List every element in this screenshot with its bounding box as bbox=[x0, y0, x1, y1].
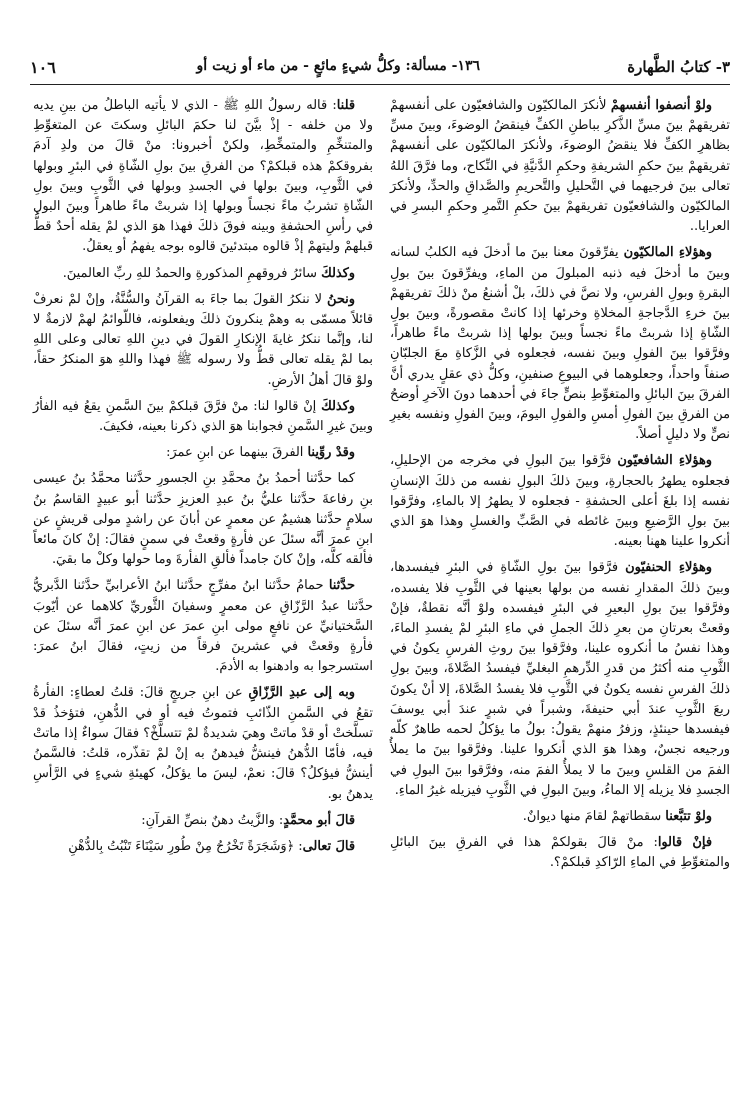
paragraph-lead: فإنْ قالوا bbox=[657, 835, 712, 851]
paragraph-text: سائرُ فروقهمِ المذكورةِ والحمدُ للهِ ربِّ العالمينَ. bbox=[62, 265, 322, 281]
paragraph-lead: حدَّثنا bbox=[328, 578, 355, 594]
paragraph-text: الفرقَ بينهما عن ابنِ عمرَ: bbox=[166, 445, 308, 461]
paragraph-lead: وبه إلى عبدِ الرَّزّاقِ bbox=[248, 685, 355, 701]
page-number: ١٠٦ bbox=[30, 58, 56, 77]
paragraph-lead: ولوْ أنصفوا أنفسهمْ bbox=[610, 98, 712, 113]
paragraph-text: كما حدَّثنا أحمدُ بنُ محمَّدِ بنِ الجسورِ حدَّثنا محمَّدُ بنُ عيسى بنِ رفاعةَ حدَّثنا عليُّ بنُ عبدِ العزيزِ حدَّثنا أبو عبيدٍ القاسمُ بنُ سلامٍ حدَّثنا هشيمٌ عن معمرٍ عن أبانَ عن راشدٍ مولى قريشٍ عن ابنِ عمرَ أنَّه سئلَ عن فأرةٍ وقعتْ في سمنٍ فقالَ: إنْ كانَ مائعاً فألقه كلَّه، وإنْ كانَ جامداً فألقِ الفأرةَ وما حولها وكلْ ما بقيَ. bbox=[33, 471, 373, 568]
paragraph bbox=[33, 397, 373, 437]
paragraph-lead: قالَ تعالى bbox=[302, 838, 355, 854]
paragraph-text: لا ننكرُ القولَ بما جاءَ به القرآنُ والسُّنَّةُ، وإنْ لمْ نعرفْ قائلاً مسمّى به وهمْ ينكرونَ ذلكَ ويفعلونه، فاللّوائمُ لهمْ لازمةٌ لا لنا، وإنَّما ننكرُ غايةَ الإنكارِ القولَ في دينِ اللهِ تعالى وعلى اللهِ بما لمْ يقله تعالى قطُّ ولا رسوله ﷺ فهذا واللهِ هوَ المنكرُ حقاً، ولوْ قالَ أهلُ الأرضِ. bbox=[33, 291, 373, 388]
paragraph-lead: ولوْ تتبَّعنا bbox=[665, 808, 712, 824]
paragraph-text: إنْ قالوا لنا: منْ فرَّقَ قبلكمْ بينَ السَّمنِ يقعُ فيه الفأرُ وبينَ غيرِ السَّمنِ فجوابنا هوَ الذي ذكرنا بعينه، فكيفَ. bbox=[33, 398, 373, 435]
right-column bbox=[390, 96, 730, 880]
paragraph-text: يفرِّقونَ معنا بينَ ما أدخلَ فيه الكلبُ لسانه وبينَ ما أدخلَ فيه ذنبه المبلولَ من الماءِ، ويفرِّقونَ بينَ بولِ البقرةِ وبولِ الفرسِ، ولا نصَّ في ذلكَ، بلْ أشنعُ منْ ذلكَ تفريقهمْ بينَ خرءِ الدَّجاجةِ المخلاةِ وخرئها إذا كانتْ مقصورةً، وبينَ بولِ الشّاةِ إذا شربتْ ماءً نجساً وبينَ بولها إذا شربتْ ماءً طاهراً، وفرَّقوا بينَ الفولِ وبينَ نفسه، فجعلوه في الزَّكاةِ معَ الجلبّانِ صنفاً واحداً، وجعلوهما في البيوعِ صنفينِ، وكلُّ ذي عقلٍ يدري أنَّ الفرقَ بينَ البائلِ والمتغوِّطِ بنصٍّ جاءَ في أحدهما دونَ الآخرِ أوضحُ من الفرقِ بينَ الفولِ أمسِ والفولِ اليومَ، وبينَ الفولِ ونفسه بغيرِ نصٍّ ولا دليلٍ أصلاً. bbox=[390, 245, 730, 443]
paragraph bbox=[33, 683, 373, 804]
chapter-title: ٣- كتابُ الطَّهارة bbox=[627, 58, 730, 76]
paragraph bbox=[390, 451, 730, 552]
paragraph-lead: وكذلكَ bbox=[321, 398, 355, 414]
paragraph bbox=[33, 96, 373, 258]
paragraph-lead: وقدْ روِّينا bbox=[307, 445, 355, 461]
paragraph bbox=[390, 558, 730, 800]
paragraph-text: : قاله رسولُ اللهِ ﷺ - الذي لا يأتيه الباطلُ من بينِ يديه ولا من خلفه - إذْ بيَّنَ لنا حكمَ البائلِ وسكتَ عن المتغوِّطِ والمتنخِّمِ والمتمخِّطِ، ولكنْ أخبرونا: منْ قالَ من ولدِ آدمَ بفروقكمْ هذه قبلكمْ؟ من الفرقِ بينَ بولِ الشّاةِ في البئرِ وبولها في الثَّوبِ، وبينَ بولها في الجسدِ وبولها في الثَّوبِ وبينَ بولِ الشّاةِ تشربُ ماءً نجساً وبولها إذا شربتْ ماءً طاهراً وبينَ البولِ في رأسِ الحشفةِ وبينه فوقَ ذلكَ فهذا هوَ الذي لمْ يقله أحدٌ قطُّ قبلهمْ وليتهمْ إذْ قالوه مبتدئينَ قالوه بوجه يفهمُ أو يعقلُ. bbox=[33, 98, 373, 255]
paragraph-lead: ونحنُ bbox=[327, 291, 355, 307]
paragraph-lead: وهؤلاءِ الشافعيّون bbox=[617, 453, 712, 469]
header-rule bbox=[30, 84, 730, 85]
paragraph-lead: قلنا bbox=[336, 98, 355, 113]
paragraph-text: فرَّقوا بينَ بولِ الشّاةِ في البئرِ فيفسدها، وبينَ ذلكَ المقدارِ نفسه من بولها بعينها في الثَّوبِ فلا يفسده، وفرَّقوا بينَ بولِ البعيرِ في البئرِ فيفسده ولوْ أنَّه نقطةٌ، فإنْ وقعتْ بعرتانِ من بعرِ ذلكَ الجملِ في ماءِ البئرِ لمْ يفسدِ الماءَ، وهذا نفسُ ما أنكروه علينا، وفرَّقوا بينَ روثِ الفرسِ يكونُ في الثَّوبِ منه أكثرُ من قدرِ الدِّرهمِ البغليِّ فيفسدُ الصَّلاةَ، وبينَ بولِ ذلكَ الفرسِ نفسه يكونُ في الثَّوبِ فلا يفسدُ الصَّلاةَ، إلا أنْ يكونَ ربعَ الثَّوبِ عندَ أبي حنيفةَ، وشبراً في شبرٍ عندَ أبي يوسفَ فيفسدها حينئذٍ، وزفرُ منهمْ يقولُ: بولُ ما يؤكلُ لحمه طاهرٌ كلّه ورجيعه نجسٌ، وهذا هوَ الذي أنكروا علينا. وفرَّقوا بينَ ما يملأُ الفمَ من القلسِ وبينَ ما لا يملأُ الفمَ منه، وفرَّقوا بينَ البولِ في الجسدِ فلا يزيله إلا الماءُ، وبينَ البولِ في الثَّوبِ فيزيله غيرُ الماءِ. bbox=[390, 560, 730, 798]
paragraph-lead: وهؤلاءِ الحنفيّون bbox=[625, 560, 712, 576]
paragraph bbox=[33, 443, 373, 463]
paragraph bbox=[390, 243, 730, 445]
paragraph bbox=[390, 833, 730, 873]
paragraph bbox=[33, 264, 373, 284]
paragraph-text: حمامُ حدَّثنا ابنُ مفرِّجٍ حدَّثنا ابنُ الأعرابيِّ حدَّثنا الدَّبريُّ حدَّثنا عبدُ الرَّزّاقِ عن معمرٍ وسفيانَ الثَّوريِّ كلاهما عن أيّوبَ السَّختيانيِّ عن نافعٍ مولى ابنِ عمرَ عن ابنِ عمرَ أنَّه سئلَ عن فأرةٍ وقعتْ في عشرينَ فرقاً من زيتٍ، فقالَ ابنُ عمرَ: استسرجوا به وادهنوا به الأدمَ. bbox=[33, 578, 373, 675]
paragraph-lead: وكذلكَ bbox=[321, 265, 355, 281]
paragraph-text: فرَّقوا بينَ البولِ في مخرجه من الإحليلِ، فجعلوه يطهرُ بالحجارةِ، وبينَ ذلكَ البولِ نفسه من ذلكَ الإنسانِ نفسه إذا بلغَ أعلى الحشفةِ - فجعلوه لا يطهرُ إلا بالماءِ، وفرَّقوا بينَ بولِ الرَّضيعِ وبينَ غائطه في الصَّبِّ والغسلِ وهذا هوَ الذي أنكروا علينا ههنا بعينه. bbox=[390, 453, 730, 550]
paragraph-text: : ﴿وَشَجَرَةً تَخْرُجُ مِنْ طُورِ سَيْنَاءَ تَنْبُتُ بِالدُّهْنِ bbox=[68, 838, 303, 854]
paragraph-lead: وهؤلاءِ المالكيّون bbox=[623, 245, 712, 261]
paragraph-text: : منْ قالَ بقولكمْ هذا في الفرقِ بينَ البائلِ والمتغوِّطِ في الماءِ الرّاكدِ قبلكمْ؟. bbox=[390, 835, 730, 871]
paragraph bbox=[390, 96, 730, 237]
paragraph bbox=[33, 576, 373, 677]
paragraph bbox=[33, 811, 373, 831]
paragraph bbox=[33, 290, 373, 391]
paragraph-text: : والزَّيتُ دهنٌ بنصِّ القرآنِ: bbox=[141, 812, 284, 828]
paragraph bbox=[33, 469, 373, 570]
paragraph-lead: قالَ أبو محمَّدٍ bbox=[283, 812, 355, 828]
paragraph-text: عن ابنِ جريجٍ قالَ: قلتُ لعطاءٍ: الفأرةُ تقعُ في السَّمنِ الذّائبِ فتموتُ فيه أو في الدُّهنِ، فتؤخذُ قدْ تسلَّختْ أو قدْ ماتتْ وهيَ شديدةٌ لمْ تتسلَّخْ؟ فقالَ سواءٌ إذا ماتتْ فيه، فأمّا الدُّهنُ فينشُّ فيدهنُ به إنْ لمْ تقذّره، قلتُ: فالسَّمنُ أينشُّ فيؤكلُ؟ قالَ: نعمْ، ليسَ ما يؤكلُ، كهيئةِ شيءٍ في الرَّأسِ يدهنُ بو. bbox=[33, 685, 373, 802]
paragraph bbox=[390, 807, 730, 827]
paragraph-text: لأنكرَ المالكيّون والشافعيّون على أنفسهمْ تفريقهمْ بينَ مسِّ الذَّكرِ بباطنِ الكفِّ فينقضُ الوضوءَ، وبينَ مسِّ بظاهرِ الكفِّ فلا ينقضُ الوضوءَ، ولأنكرَ المالكيّون على أنفسهمْ تفريقهمْ بينَ حكمِ الشريفةِ وحكمِ الدَّنيَّةِ في النِّكاح، وما فرَّقَ اللهُ تعالى بينَ فرجيهما في التَّحليلِ والتَّحريمِ والصَّداقِ والحدِّ، ولأنكرَ المالكيّون والشافعيّون تفريقهمْ بينَ حكمِ التَّمرِ وحكمِ البسرِ في العرايا.. bbox=[390, 98, 730, 235]
issue-title: ١٣٦- مسألة: وكلُّ شيءٍ مائعٍ - من ماء أو زيت أو bbox=[196, 58, 480, 74]
left-column bbox=[33, 96, 373, 863]
page-header bbox=[30, 58, 730, 84]
paragraph-text: سقطاتهمْ لقامَ منها ديوانٌ. bbox=[522, 808, 666, 824]
paragraph bbox=[33, 837, 373, 857]
